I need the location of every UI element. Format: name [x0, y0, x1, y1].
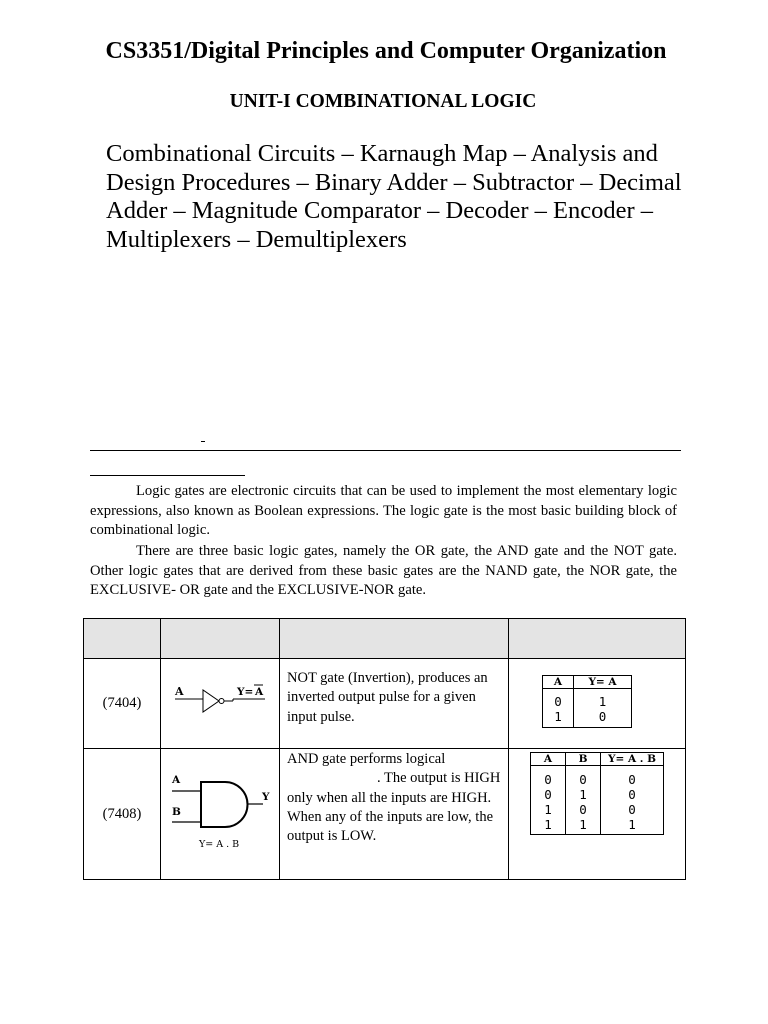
not-gate-triangle	[203, 690, 219, 712]
heading-underline	[90, 475, 245, 476]
table-row-and-gate	[84, 749, 686, 880]
stray-dash-mark	[201, 441, 205, 442]
header-cell	[509, 619, 686, 659]
paragraph-logic-gates-intro: Logic gates are electronic circuits that can be used to implement the most elementary logic expressions, also known as Boolean expressions. The logic gate is the most basic building block of combinational logic.	[90, 483, 677, 538]
ic-number-7404: (7404)	[84, 659, 161, 749]
not-gate-description: NOT gate (Invertion), produces an inverted output pulse for a given input pulse.	[280, 659, 509, 749]
and-input-b-label: B	[172, 806, 181, 818]
and-gate-body	[201, 782, 248, 827]
tt-header-y: Y= A . B	[601, 753, 664, 766]
tt-row: 1 0	[543, 709, 631, 727]
and-truth-table-cell	[509, 749, 686, 880]
not-gate-symbol	[161, 659, 279, 743]
and-gate-symbol-cell	[161, 749, 280, 880]
not-truth-table	[543, 676, 631, 727]
tt-row: 0 1	[543, 688, 631, 709]
and-gate-symbol	[161, 749, 279, 874]
not-input-label: A	[175, 685, 184, 698]
paragraph-basic-gates: There are three basic logic gates, namely the OR gate, the AND gate and the NOT gate. Other logic gates that are derived from these basic gates are the NAND gate, the NOR gate, the EXCLUSIVE- OR gate and the EXCLUSIVE-NOR gate.	[90, 543, 677, 598]
tt-header-b: B	[566, 753, 601, 766]
table-header-row	[84, 619, 686, 659]
table-row-not-gate	[84, 659, 686, 749]
ic-number-7408: (7408)	[84, 749, 161, 880]
tt-header-a: A	[531, 753, 566, 766]
document-title: CS3351/Digital Principles and Computer Organization	[105, 38, 667, 64]
logic-gates-table	[83, 618, 686, 880]
and-output-label: Y	[262, 791, 270, 803]
unit-title: UNIT-I COMBINATIONAL LOGIC	[229, 91, 537, 112]
tt-row: 0 1 0	[531, 787, 663, 802]
and-truth-table	[531, 753, 663, 834]
and-input-a-label: A	[172, 774, 181, 786]
header-cell	[161, 619, 280, 659]
tt-row: 0 0 0	[531, 766, 663, 788]
tt-row: 1 1 1	[531, 817, 663, 834]
not-truth-table-cell	[509, 659, 686, 749]
not-output-bar-label: A	[255, 686, 264, 698]
horizontal-rule	[90, 450, 681, 451]
header-cell	[84, 619, 161, 659]
and-equation-label: Y= A . B	[199, 839, 240, 850]
not-gate-bubble	[219, 699, 224, 704]
tt-header-a: A	[543, 676, 574, 689]
tt-row: 1 0 0	[531, 802, 663, 817]
tt-header-y: $Y= \overline{A}$	[574, 676, 632, 689]
not-output-label: Y=	[237, 686, 254, 698]
and-gate-description: AND gate performs logical . The output is HIGH only when all the inputs are HIGH. When any of the inputs are low, the output is LOW.	[280, 749, 509, 880]
not-gate-symbol-cell	[161, 659, 280, 749]
syllabus-topics: Combinational Circuits – Karnaugh Map – Analysis and Design Procedures – Binary Adder – Subtractor – Decimal Adder – Magnitude Comparator – Decoder – Encoder – Multiplexers – Demultiplexers	[106, 140, 682, 253]
header-cell	[280, 619, 509, 659]
